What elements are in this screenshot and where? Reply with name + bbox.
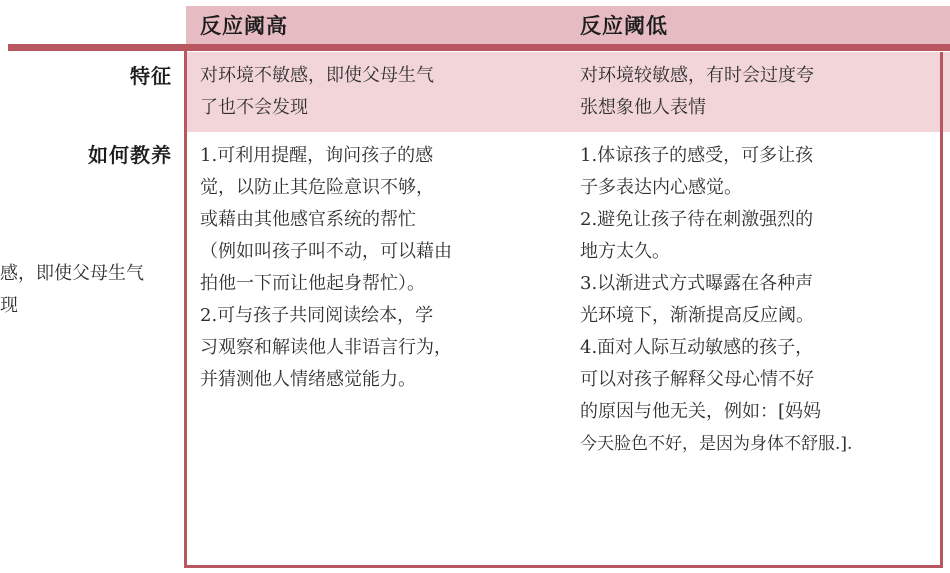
- table-left-border: [184, 44, 187, 568]
- parenting-low-cell: [580, 140, 935, 460]
- cell-line: 或藉由其他感官系统的帮忙: [200, 209, 416, 230]
- cell-line: 了也不会发现: [200, 97, 308, 118]
- cell-line: 对环境较敏感，有时会过度夸: [580, 65, 814, 86]
- column-header-low-threshold: 反应阈低: [580, 13, 668, 38]
- parenting-high-cell: [200, 140, 570, 396]
- cell-line: 光环境下，渐渐提高反应阈。: [580, 305, 814, 326]
- table-bottom-border: [184, 565, 943, 568]
- cell-line: 拍他一下而让他起身帮忙）。: [200, 273, 425, 294]
- cell-line: 1.体谅孩子的感受，可多让孩: [580, 145, 814, 166]
- cell-line: 觉，以防止其危险意识不够，: [200, 177, 434, 198]
- cell-line: 2.可与孩子共同阅读绘本，学: [200, 305, 434, 326]
- header-band: [186, 6, 950, 44]
- features-low-cell: [580, 60, 814, 124]
- left-cutoff-line: 现: [0, 295, 18, 316]
- features-high-cell: [200, 60, 434, 124]
- cell-line: 习观察和解读他人非语言行为，: [200, 337, 452, 358]
- header-rule: [8, 44, 950, 51]
- cell-line: 今天脸色不好，是因为身体不舒服.].: [580, 434, 853, 454]
- cell-line: 可以对孩子解释父母心情不好: [580, 369, 814, 390]
- cell-line: 1.可利用提醒，询问孩子的感: [200, 145, 434, 166]
- left-cutoff-line: 感，即使父母生气: [0, 263, 144, 284]
- cell-line: 对环境不敏感，即使父母生气: [200, 65, 434, 86]
- row-label-parenting: 如何教养: [88, 143, 172, 167]
- cell-line: 3.以渐进式方式曝露在各种声: [580, 273, 814, 294]
- table-right-border: [940, 52, 943, 568]
- cell-line: 子多表达内心感觉。: [580, 177, 742, 198]
- cell-line: 的原因与他无关，例如：[妈妈: [580, 401, 822, 422]
- column-header-high-threshold: 反应阈高: [200, 13, 288, 38]
- row-label-features: 特征: [130, 64, 172, 88]
- cell-line: 2.避免让孩子待在刺激强烈的: [580, 209, 814, 230]
- cell-line: （例如叫孩子叫不动，可以藉由: [200, 241, 452, 262]
- cell-line: 张想象他人表情: [580, 97, 706, 118]
- left-cutoff-text: [0, 258, 144, 322]
- cell-line: 地方太久。: [580, 241, 670, 262]
- cell-line: 4.面对人际互动敏感的孩子，: [580, 337, 814, 358]
- cell-line: 并猜测他人情绪感觉能力。: [200, 369, 416, 390]
